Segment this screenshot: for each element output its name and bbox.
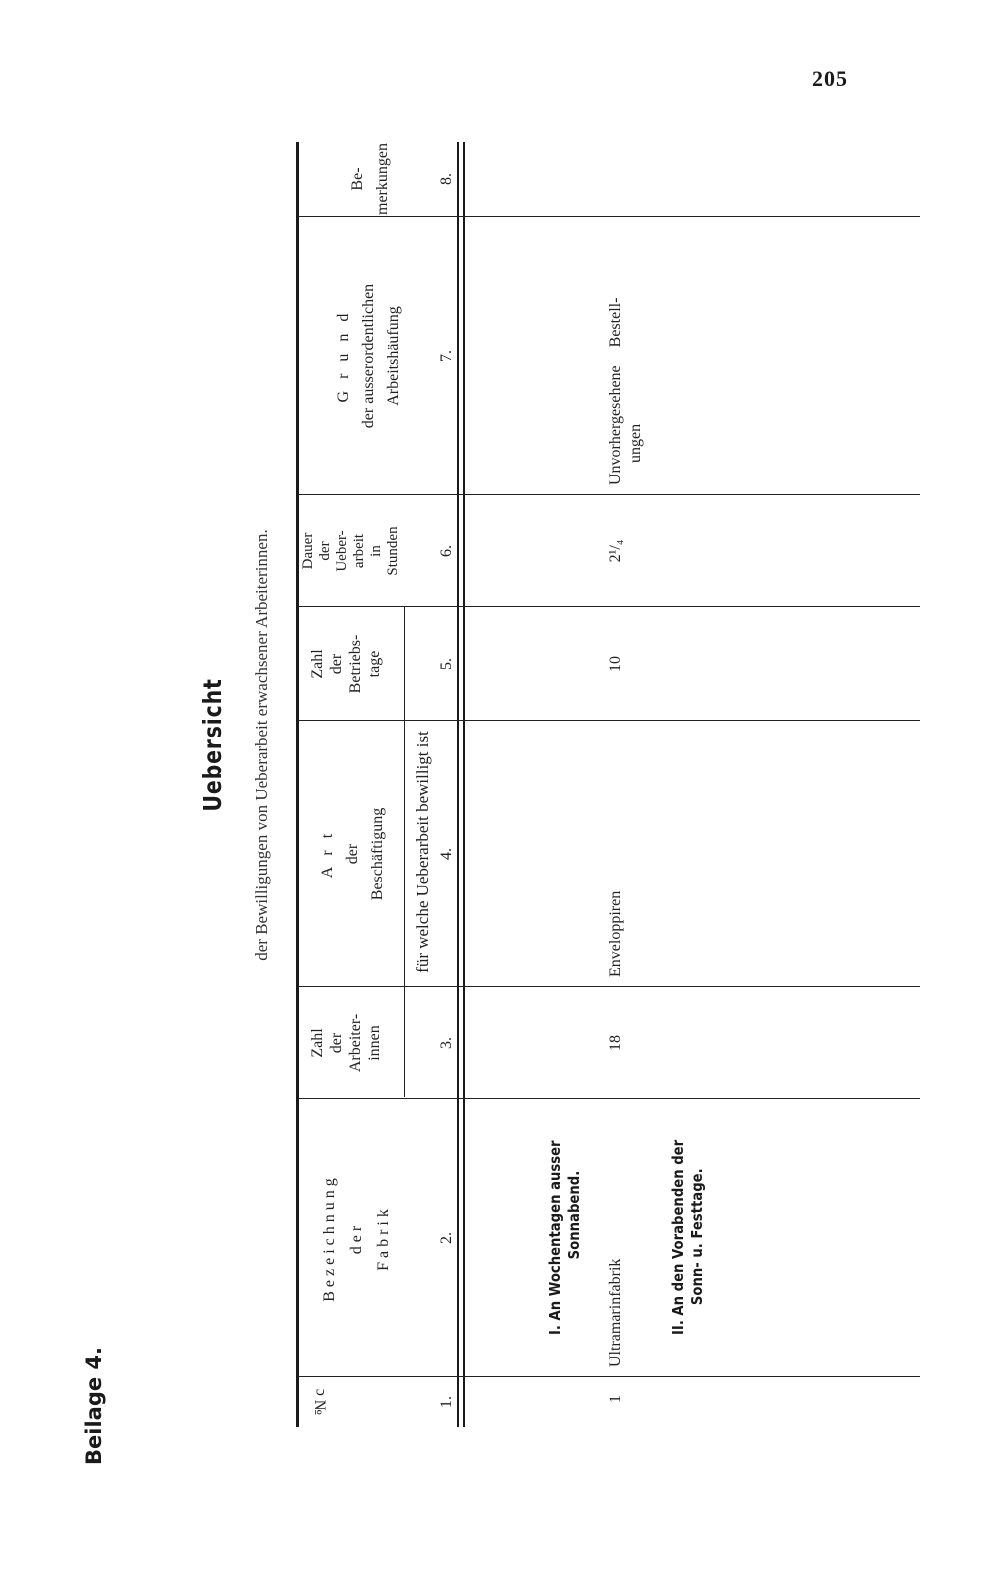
header-dauer-line3: Ueber-	[334, 530, 350, 572]
row-1-grund	[606, 221, 646, 485]
row-1-nr: 1	[607, 1395, 624, 1403]
span-bracket-line	[404, 607, 405, 1097]
header-betriebstage-line1: Zahl	[309, 649, 326, 679]
body-col-sep-5	[465, 606, 920, 607]
table-rule-lower	[463, 142, 465, 1427]
section-1-line2: Sonnabend.	[565, 1170, 583, 1260]
column-number-4: 4.	[438, 848, 455, 860]
row-1-fabrik: Ultramarinfabrik	[607, 1258, 624, 1367]
column-number-6: 6.	[438, 545, 455, 557]
header-bemerkungen	[348, 143, 392, 215]
rotated-page-content	[40, 125, 920, 1475]
row-1-art: Enveloppiren	[607, 890, 624, 977]
header-grund	[334, 219, 403, 493]
row-1-arbeiterinnen: 18	[607, 1035, 624, 1051]
page-subtitle: der Bewilligungen von Ueberarbeit erwachsener Arbeiterinnen.	[252, 529, 271, 961]
body-col-sep-3	[465, 986, 920, 987]
header-dauer-line1: Dauer	[300, 532, 316, 570]
section-1-line1: I. An Wochentagen ausser	[546, 1140, 564, 1335]
column-number-8: 8.	[438, 173, 455, 185]
column-number-3: 3.	[438, 1037, 455, 1049]
header-fabrik-line3: Fabrik	[375, 1205, 392, 1271]
header-art-line3: Beschäftigung	[369, 807, 386, 901]
header-dauer-line6: Stunden	[385, 526, 401, 576]
header-arbeiterinnen-line1: Zahl	[309, 1028, 326, 1058]
col-sep-1	[299, 1376, 473, 1377]
section-heading-2	[669, 1106, 707, 1335]
header-grund-line3: Arbeitshäufung	[385, 306, 402, 406]
page-number: 205	[812, 66, 848, 91]
column-number-7: 7.	[438, 350, 455, 362]
header-fabrik-line2: der	[348, 1221, 365, 1255]
header-fabrik	[320, 1101, 393, 1375]
col-sep-7	[299, 216, 473, 217]
col-sep-2	[299, 1098, 473, 1099]
header-grund-line1: G r u n d	[335, 309, 352, 403]
nr-symbol: №	[311, 1399, 328, 1416]
header-dauer-line5: in	[368, 545, 384, 557]
header-dauer	[300, 497, 402, 605]
header-art	[318, 723, 387, 985]
header-dauer-line2: der	[317, 541, 333, 561]
header-dauer-line4: arbeit	[351, 533, 367, 569]
header-betriebstage	[308, 609, 384, 719]
header-span-label: für welche Ueberarbeit bewilligt ist	[413, 731, 432, 973]
body-col-sep-7	[465, 216, 920, 217]
header-art-line1: A r t	[319, 829, 336, 879]
column-number-5: 5.	[438, 658, 455, 670]
column-number-2: 2.	[438, 1232, 455, 1244]
col-sep-6	[299, 494, 473, 495]
row-1-grund-line2: ungen	[627, 423, 644, 463]
body-col-sep-4	[465, 720, 920, 721]
body-col-sep-6	[465, 494, 920, 495]
section-2-line1: II. An den Vorabenden der	[669, 1139, 687, 1335]
row-1-betriebstage: 10	[607, 656, 624, 672]
header-bemerkungen-line2: merkungen	[374, 143, 391, 215]
col-sep-5	[299, 606, 473, 607]
header-betriebstage-line3: Betriebs-	[347, 634, 364, 694]
header-art-line2: der	[344, 843, 361, 865]
header-arbeiterinnen	[308, 989, 384, 1097]
col-sep-4	[299, 720, 473, 721]
column-number-1: 1.	[438, 1396, 455, 1408]
overtime-table	[296, 142, 924, 1427]
header-arbeiterinnen-line4: innen	[366, 1025, 383, 1061]
header-betriebstage-line2: der	[328, 653, 345, 675]
header-bemerkungen-line1: Be-	[349, 167, 366, 191]
page-title: Uebersicht	[198, 678, 227, 812]
table-rule-upper	[457, 142, 459, 1427]
appendix-label: Beilage 4.	[82, 1347, 106, 1465]
row-1-grund-line1: Unvorhergesehene Bestell-	[607, 297, 624, 485]
header-nr	[310, 1379, 329, 1425]
header-arbeiterinnen-line3: Arbeiter-	[347, 1013, 364, 1073]
header-grund-line2: der ausserordentlichen	[360, 283, 377, 429]
header-fabrik-line1: Bezeichnung	[321, 1174, 338, 1302]
body-col-sep-1	[465, 1376, 920, 1377]
table-top-rule	[296, 142, 299, 1427]
section-2-line2: Sonn- u. Festtage.	[688, 1168, 706, 1306]
row-1-dauer: 2¹/₄	[607, 539, 624, 563]
nr-mark: c	[311, 1388, 328, 1396]
header-arbeiterinnen-line2: der	[328, 1032, 345, 1054]
body-col-sep-2	[465, 1098, 920, 1099]
section-heading-1	[546, 1124, 584, 1335]
header-betriebstage-line4: tage	[366, 650, 383, 678]
col-sep-3	[299, 986, 473, 987]
